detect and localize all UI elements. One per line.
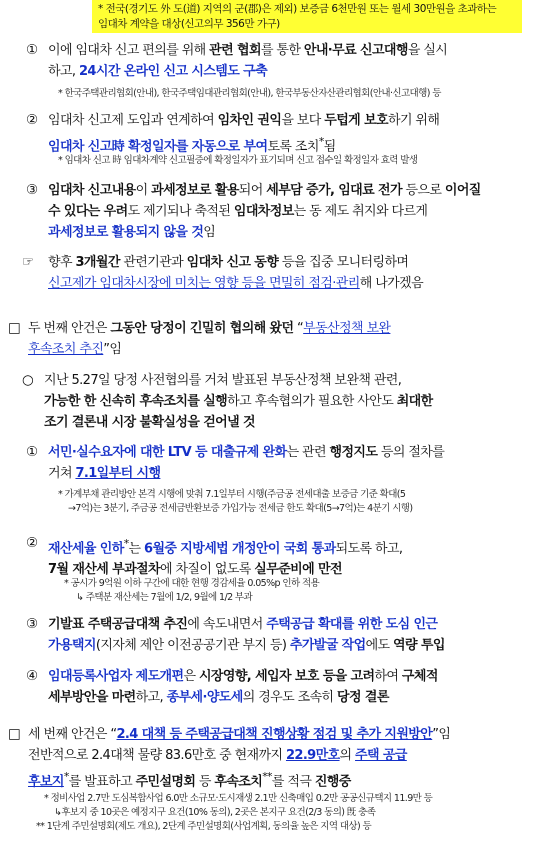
item-3-line-2: 수 있다는 우려도 제기되나 축적된 임대차정보는 동 제도 취지와 다르게 bbox=[48, 204, 428, 219]
section-2-item-1-line-2: 거쳐 7.1일부터 시행 bbox=[48, 466, 161, 481]
section-2-item-4-line-2: 세부방안을 마련하고, 종부세·양도세의 경우도 조속히 당정 결론 bbox=[48, 690, 389, 705]
pointer-item-line-1: 향후 3개월간 관련기관과 임대차 신고 동향 등을 집중 모니터링하며 bbox=[48, 255, 409, 270]
section-2-item-1-footnote: * 가계부채 관리방안 본격 시행에 맞춰 7.1일부터 시행(주금공 전세대출 보증금 기준 확대(5 →7억)는 3분기, 주금공 전세금반환보증 가입가능 전세금 한도 확대(5→7억)는 4분기 시행) bbox=[58, 489, 413, 514]
pointer-item-line-2: 신고제가 임대차시장에 미치는 영향 등을 면밀히 점검·관리해 나가겠음 bbox=[48, 276, 424, 291]
top-footnote bbox=[92, 0, 522, 33]
circled-number-3: ③ bbox=[26, 182, 39, 198]
item-3-line-3: 과세정보로 활용되지 않을 것임 bbox=[48, 225, 216, 240]
section-2-item-4 bbox=[48, 666, 538, 708]
item-1-line-1: 이에 임대차 신고 편의를 위해 관련 협회를 통한 안내·무료 신고대행을 실시 bbox=[48, 43, 448, 58]
item-3 bbox=[48, 180, 538, 243]
section-3-line-3: 후보지*를 발표하고 주민설명회 등 후속조치**를 적극 진행중 bbox=[28, 770, 351, 790]
item-2 bbox=[48, 110, 538, 157]
section-2-line-1: 두 번째 안건은 그동안 당정이 긴밀히 협의해 왔던 “부동산정책 보완 bbox=[28, 321, 391, 336]
section-2-summary-line-3: 조기 결론내 시장 불확실성을 걷어낼 것 bbox=[44, 415, 255, 430]
section-3-line-2: 전반적으로 2.4대책 물량 83.6만호 중 현재까지 22.9만호의 주택 공급 bbox=[28, 748, 407, 763]
circled-number-1: ① bbox=[26, 444, 39, 460]
pointing-hand-icon: ☞ bbox=[22, 254, 35, 270]
item-2-line-2: 임대차 신고時 확정일자를 자동으로 부여토록 조치*됨 bbox=[48, 135, 336, 155]
section-3-line-1: 세 번째 안건은 “2.4 대책 등 주택공급대책 진행상황 점검 및 추가 지원방안”임 bbox=[28, 727, 451, 742]
circled-number-2: ② bbox=[26, 112, 39, 128]
section-2-item-2-line-2: 7월 재산세 부과절차에 차질이 없도록 실무준비에 만전 bbox=[48, 562, 342, 578]
section-2-item-2 bbox=[48, 533, 538, 580]
section-3-footnotes: * 정비사업 2.7만 도심복합사업 6.0만 소규모·도시재생 2.1만 신축매입 0.2만 공공신규택지 11.9만 등 ↳후보지 중 10곳은 예정지구 요건(10% 동의), 2곳은 본지구 요건(2/3 동의) 旣 충족 ** 1단계 주민설명회(제도 개요), 2단계 주민설명회(사업계획, 동의율 높은 지역 대상) 등 bbox=[36, 793, 433, 832]
item-2-footnote: * 임대차 신고 時 임대차계약 신고필증에 확정일자가 표기되며 신고 접수일 확정일자 효력 발생 bbox=[58, 155, 418, 166]
section-2-item-3-line-1: 기발표 주택공급대책 추진에 속도내면서 주택공급 확대를 위한 도심 인근 bbox=[48, 617, 438, 632]
item-1-line-2: 하고, 24시간 온라인 신고 시스템도 구축 bbox=[48, 64, 268, 79]
circled-number-4: ④ bbox=[26, 668, 39, 684]
section-2-item-1-line-1: 서민·실수요자에 대한 LTV 등 대출규제 완화는 관련 행정지도 등의 절차를 bbox=[48, 445, 445, 460]
section-2-item-3-line-2: 가용택지(지자체 제안 이전공공기관 부지 등) 추가발굴 작업에도 역량 투입 bbox=[48, 638, 445, 653]
circle-bullet: ○ bbox=[22, 372, 34, 388]
item-3-line-1: 임대차 신고내용이 과세정보로 활용되어 세부담 증가, 임대료 전가 등으로 이어질 bbox=[48, 183, 481, 198]
section-2-summary bbox=[44, 370, 538, 433]
section-2 bbox=[28, 318, 538, 360]
top-footnote-line-1: * 전국(경기도 外 도(道) 지역의 군(郡)은 제외) 보증금 6천만원 또는 월세 30만원을 초과하는 bbox=[98, 3, 497, 15]
section-2-item-3 bbox=[48, 614, 538, 656]
square-bullet: □ bbox=[8, 726, 21, 742]
item-1-footnote: * 한국주택관리협회(안내), 한국주택임대관리협회(안내), 한국부동산자산관리협회(안내·신고대행) 등 bbox=[58, 88, 441, 99]
section-2-item-2-footnote: * 공시가 9억원 이하 구간에 대한 현행 경감세율 0.05%p 인하 적용 ↳ 주택분 재산세는 7월에 1/2, 9월에 1/2 부과 bbox=[64, 578, 320, 603]
section-2-summary-line-2: 가능한 한 신속히 후속조치를 실행하고 후속협의가 필요한 사안도 최대한 bbox=[44, 394, 433, 409]
circled-number-1: ① bbox=[26, 42, 39, 58]
section-3 bbox=[28, 724, 540, 792]
section-2-summary-line-1: 지난 5.27일 당정 사전협의를 거쳐 발표된 부동산정책 보완책 관련, bbox=[44, 373, 402, 388]
circled-number-3: ③ bbox=[26, 616, 39, 632]
section-2-line-2: 후속조치 추진”임 bbox=[28, 342, 122, 357]
item-2-line-1: 임대차 신고제 도입과 연계하여 임차인 권익을 보다 두텁게 보호하기 위해 bbox=[48, 113, 440, 128]
circled-number-2: ② bbox=[26, 535, 39, 551]
section-2-item-2-line-1: 재산세율 인하*는 6월중 지방세법 개정안이 국회 통과되도록 하고, bbox=[48, 537, 403, 557]
item-1 bbox=[48, 40, 538, 82]
top-footnote-line-2: 임대차 계약을 대상(신고의무 356만 가구) bbox=[98, 18, 280, 30]
section-2-item-1 bbox=[48, 442, 538, 484]
pointer-item bbox=[48, 252, 538, 294]
square-bullet: □ bbox=[8, 320, 21, 336]
section-2-item-4-line-1: 임대등록사업자 제도개편은 시장영향, 세입자 보호 등을 고려하여 구체적 bbox=[48, 669, 438, 684]
